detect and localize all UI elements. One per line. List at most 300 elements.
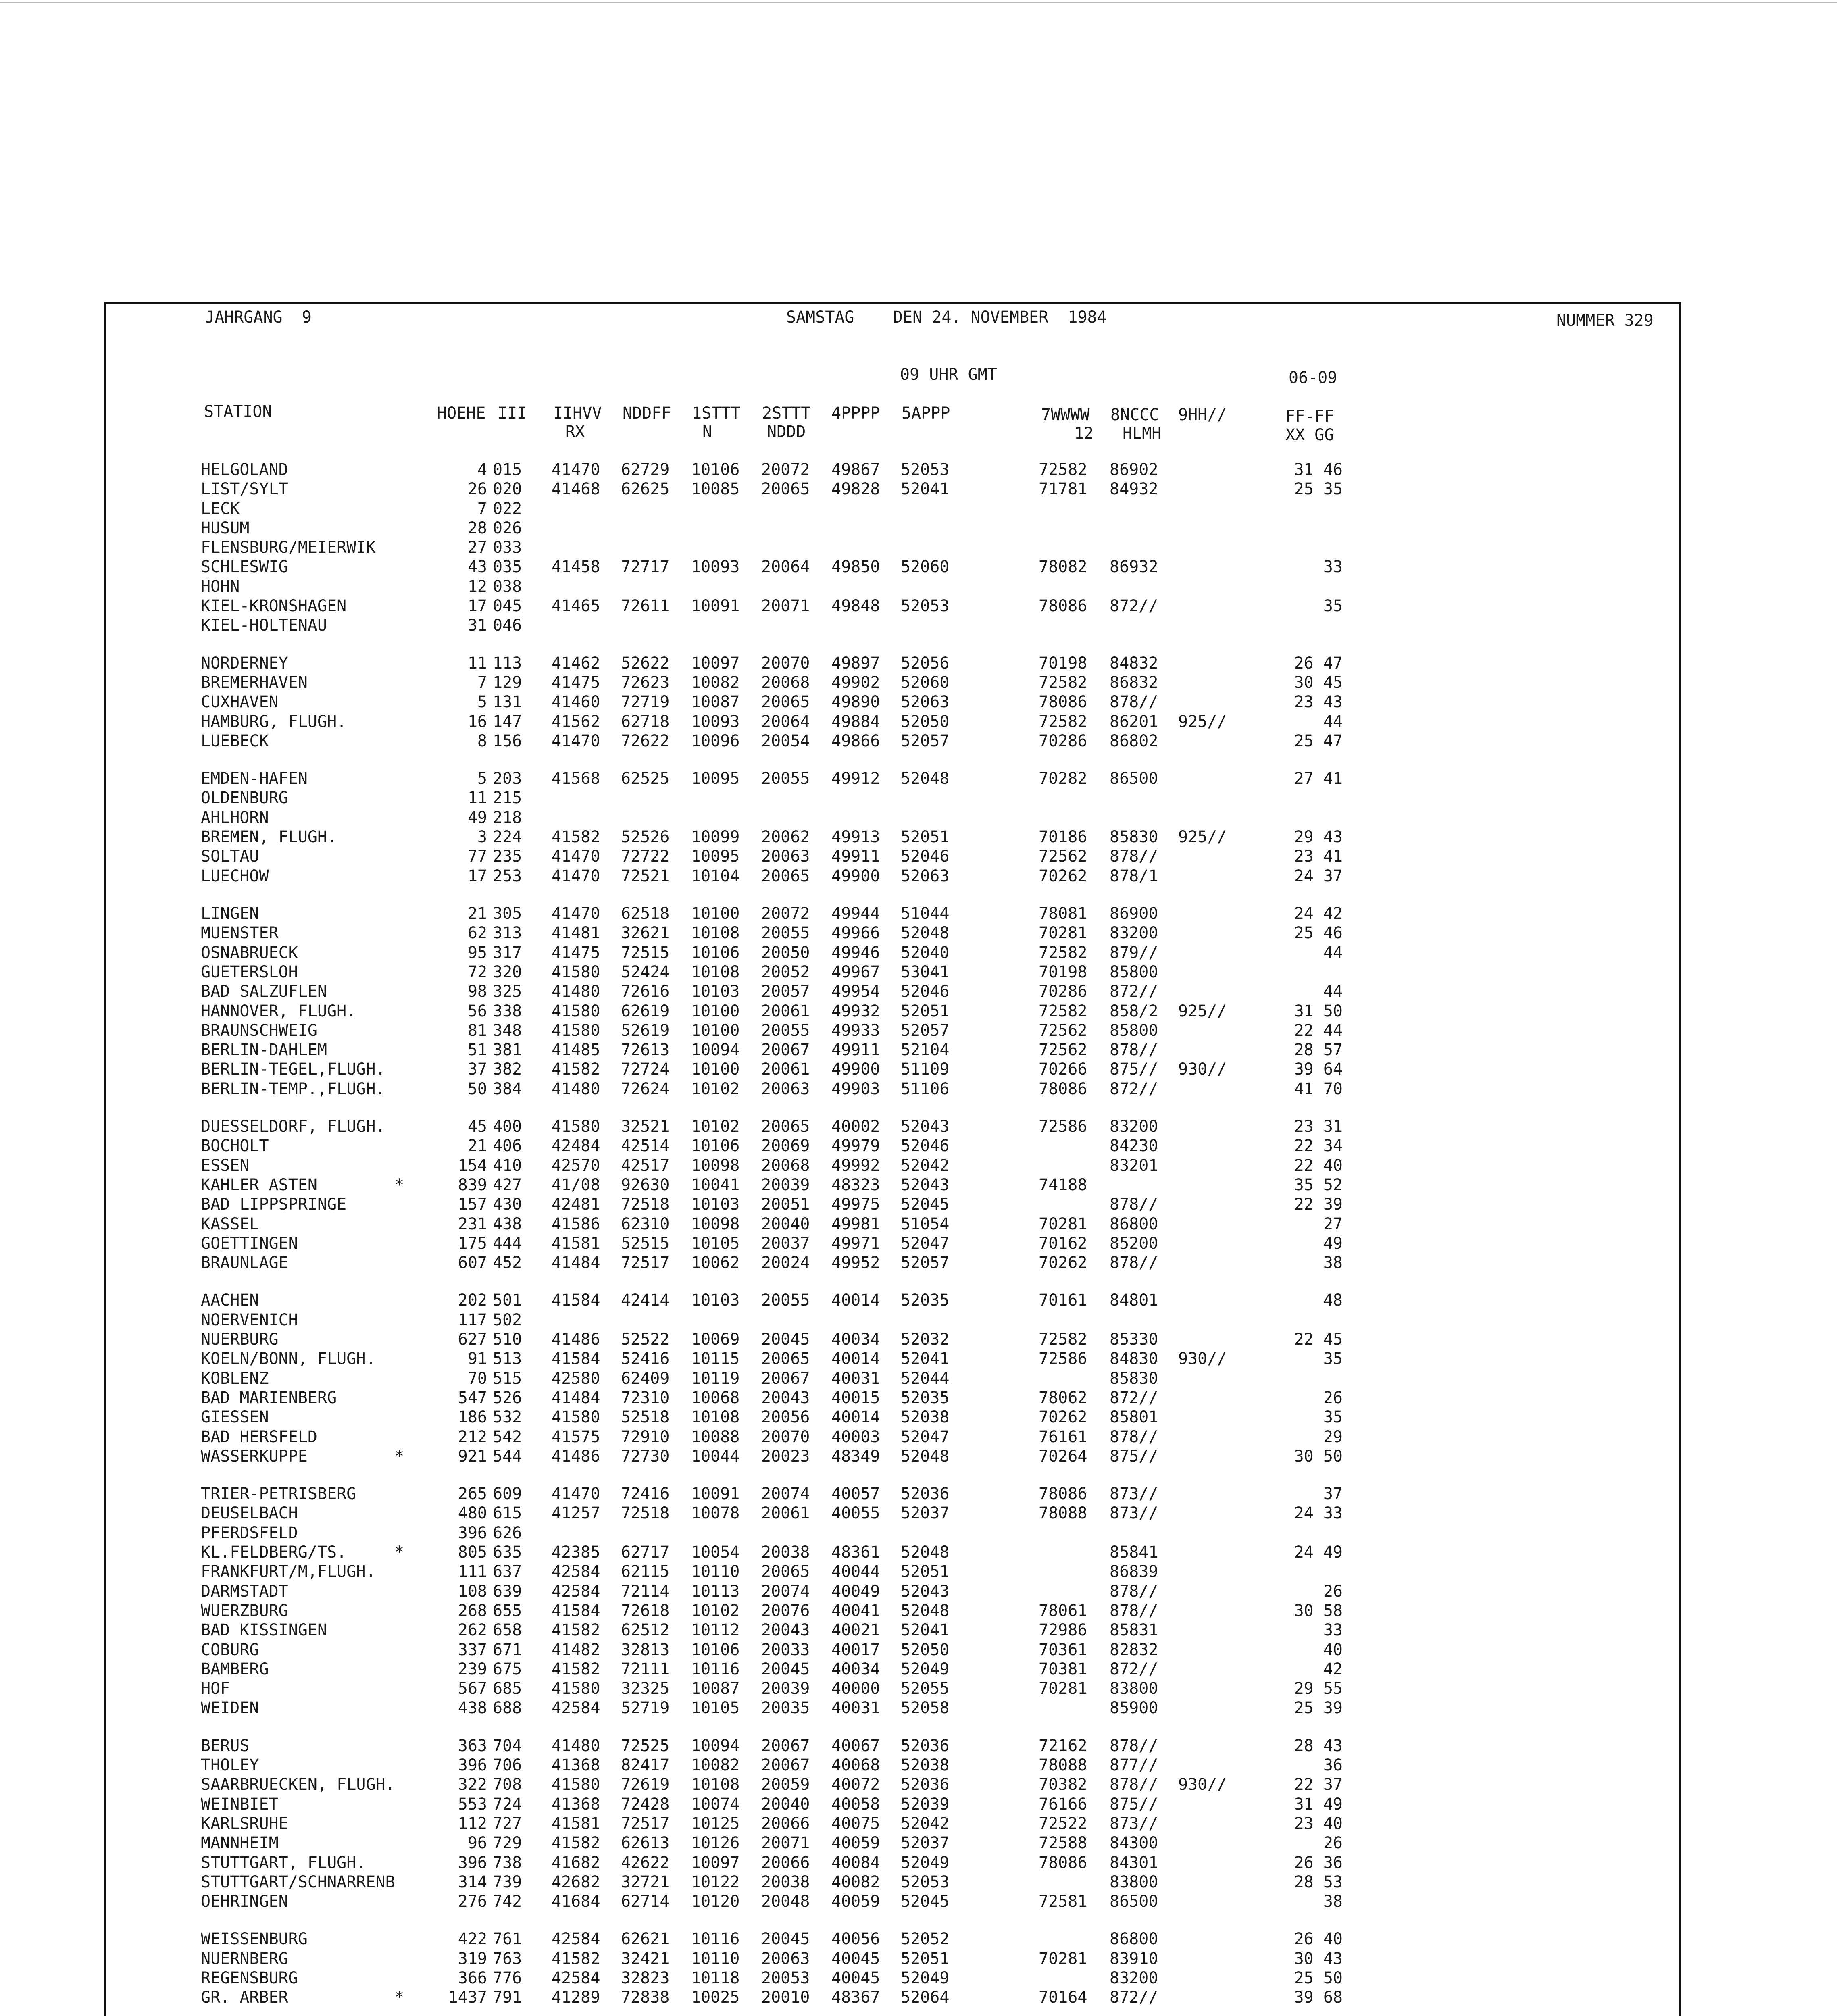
station-iii: 410 [493, 1156, 522, 1175]
group-4pppp: 49913 [831, 828, 880, 846]
station-name: BAD MARIENBERG [201, 1389, 337, 1407]
group-8nccc: 878// [1110, 1602, 1158, 1620]
gust-ff: 30 50 [1294, 1447, 1343, 1466]
group-7wwww: 70161 [1039, 1291, 1087, 1310]
group-iihvv: 41368 [552, 1795, 600, 1814]
station-name: WUERZBURG [201, 1602, 288, 1620]
group-2sttt: 20039 [761, 1679, 810, 1698]
station-iii: 675 [493, 1660, 522, 1679]
group-4pppp: 40058 [831, 1795, 880, 1814]
group-nddff: 32325 [621, 1679, 670, 1698]
group-1sttt: 10095 [691, 769, 740, 788]
group-7wwww: 70281 [1039, 924, 1087, 942]
station-iii: 218 [493, 808, 522, 827]
group-nddff: 62714 [621, 1892, 670, 1911]
station-iii: 655 [493, 1602, 522, 1620]
station-iii: 215 [493, 789, 522, 807]
hoehe: 337 [458, 1641, 487, 1659]
station-name: GR. ARBER [201, 1988, 288, 2007]
group-7wwww: 78088 [1039, 1756, 1087, 1774]
station-name: KIEL-KRONSHAGEN [201, 597, 347, 615]
gust-ff: 26 [1323, 1834, 1343, 1852]
group-1sttt: 10102 [691, 1117, 740, 1136]
gust-ff: 22 37 [1294, 1775, 1343, 1794]
group-4pppp: 49912 [831, 769, 880, 788]
station-name: DARMSTADT [201, 1582, 288, 1601]
group-iihvv: 41586 [552, 1215, 600, 1233]
group-8nccc: 872// [1110, 1988, 1158, 2007]
group-1sttt: 10106 [691, 943, 740, 962]
group-4pppp: 49900 [831, 867, 880, 885]
gust-ff: 29 43 [1294, 828, 1343, 846]
gust-ff: 41 70 [1294, 1080, 1343, 1098]
group-5appp: 52041 [901, 1621, 950, 1639]
col-2sttt: 2STTT [762, 404, 811, 423]
group-8nccc: 878/1 [1110, 867, 1158, 885]
group-iihvv: 42481 [552, 1195, 600, 1214]
hoehe: 49 [467, 808, 487, 827]
group-2sttt: 20063 [761, 1949, 810, 1968]
gust-ff: 24 49 [1294, 1543, 1343, 1562]
hoehe: 16 [467, 712, 487, 731]
group-iihvv: 42584 [552, 1969, 600, 1987]
hoehe: 480 [458, 1504, 487, 1522]
group-nddff: 62525 [621, 769, 670, 788]
group-4pppp: 40014 [831, 1350, 880, 1368]
hoehe: 11 [467, 654, 487, 673]
gust-ff: 29 55 [1294, 1679, 1343, 1698]
group-8nccc: 85800 [1110, 1021, 1158, 1040]
group-2sttt: 20061 [761, 1504, 810, 1522]
group-iihvv: 41580 [552, 1775, 600, 1794]
station-name: GUETERSLOH [201, 963, 298, 981]
group-5appp: 52060 [901, 558, 950, 576]
group-4pppp: 49897 [831, 654, 880, 673]
station-name: FRANKFURT/M,FLUGH. [201, 1562, 376, 1581]
group-iihvv: 41470 [552, 847, 600, 866]
group-2sttt: 20065 [761, 693, 810, 711]
station-iii: 742 [493, 1892, 522, 1911]
group-nddff: 72838 [621, 1988, 670, 2007]
group-iihvv: 41584 [552, 1602, 600, 1620]
group-7wwww: 78081 [1039, 904, 1087, 923]
station-name: AHLHORN [201, 808, 269, 827]
group-7wwww: 78086 [1039, 1854, 1087, 1872]
group-2sttt: 20071 [761, 597, 810, 615]
group-8nccc: 873// [1110, 1504, 1158, 1522]
station-iii: 015 [493, 460, 522, 479]
group-8nccc: 84932 [1110, 480, 1158, 498]
group-8nccc: 83200 [1110, 1117, 1158, 1136]
group-5appp: 52042 [901, 1814, 950, 1833]
gust-ff: 35 [1323, 1408, 1343, 1427]
hoehe: 396 [458, 1756, 487, 1774]
group-8nccc: 83200 [1110, 924, 1158, 942]
group-nddff: 32521 [621, 1117, 670, 1136]
group-7wwww: 70198 [1039, 963, 1087, 981]
group-7wwww: 72582 [1039, 460, 1087, 479]
hoehe: 212 [458, 1428, 487, 1446]
group-nddff: 62310 [621, 1215, 670, 1233]
station-iii: 727 [493, 1814, 522, 1833]
group-1sttt: 10118 [691, 1969, 740, 1987]
group-4pppp: 40034 [831, 1330, 880, 1349]
group-2sttt: 20056 [761, 1408, 810, 1427]
group-iihvv: 41485 [552, 1041, 600, 1059]
group-9hh: 925// [1178, 1002, 1227, 1020]
station-name: BAMBERG [201, 1660, 269, 1679]
group-5appp: 52044 [901, 1369, 950, 1388]
group-1sttt: 10108 [691, 963, 740, 981]
hoehe: 438 [458, 1699, 487, 1717]
group-5appp: 51054 [901, 1215, 950, 1233]
group-nddff: 72618 [621, 1602, 670, 1620]
group-5appp: 52038 [901, 1408, 950, 1427]
group-nddff: 62621 [621, 1930, 670, 1948]
group-8nccc: 872// [1110, 1389, 1158, 1407]
group-nddff: 62619 [621, 1002, 670, 1020]
gust-ff: 30 43 [1294, 1949, 1343, 1968]
station-name: NUERNBERG [201, 1949, 288, 1968]
gust-ff: 38 [1323, 1892, 1343, 1911]
group-4pppp: 48367 [831, 1988, 880, 2007]
group-iihvv: 41582 [552, 1621, 600, 1639]
gust-ff: 37 [1323, 1485, 1343, 1503]
group-4pppp: 40067 [831, 1737, 880, 1755]
group-4pppp: 40002 [831, 1117, 880, 1136]
hoehe: 839 [458, 1176, 487, 1194]
station-name: KL.FELDBERG/TS. [201, 1543, 347, 1562]
station-name: AACHEN [201, 1291, 259, 1310]
station-name: HOHN [201, 577, 240, 596]
group-4pppp: 40034 [831, 1660, 880, 1679]
station-name: LINGEN [201, 904, 259, 923]
hoehe: 31 [467, 616, 487, 635]
group-4pppp: 49850 [831, 558, 880, 576]
group-1sttt: 10097 [691, 654, 740, 673]
station-iii: 513 [493, 1350, 522, 1368]
group-iihvv: 41460 [552, 693, 600, 711]
group-8nccc: 872// [1110, 1080, 1158, 1098]
group-1sttt: 10100 [691, 1021, 740, 1040]
hoehe: 262 [458, 1621, 487, 1639]
group-nddff: 62625 [621, 480, 670, 498]
gust-ff: 35 52 [1294, 1176, 1343, 1194]
station-iii: 724 [493, 1795, 522, 1814]
group-8nccc: 86902 [1110, 460, 1158, 479]
col-iii: III [498, 404, 527, 423]
hoehe: 56 [467, 1002, 487, 1020]
group-2sttt: 20065 [761, 1350, 810, 1368]
station-iii: 253 [493, 867, 522, 885]
group-1sttt: 10078 [691, 1504, 740, 1522]
station-iii: 515 [493, 1369, 522, 1388]
gust-ff: 49 [1323, 1234, 1343, 1253]
station-iii: 320 [493, 963, 522, 981]
col-1sttt: 1STTT [692, 404, 741, 423]
group-4pppp: 40014 [831, 1408, 880, 1427]
hoehe: 96 [467, 1834, 487, 1852]
group-nddff: 72719 [621, 693, 670, 711]
group-8nccc: 86932 [1110, 558, 1158, 576]
station-name: BERLIN-TEMP.,FLUGH. [201, 1080, 385, 1098]
group-8nccc: 873// [1110, 1485, 1158, 1503]
group-5appp: 52040 [901, 943, 950, 962]
group-7wwww: 70266 [1039, 1060, 1087, 1079]
group-2sttt: 20010 [761, 1988, 810, 2007]
gust-ff: 24 33 [1294, 1504, 1343, 1522]
group-4pppp: 40045 [831, 1949, 880, 1968]
group-iihvv: 41480 [552, 1737, 600, 1755]
group-4pppp: 40044 [831, 1562, 880, 1581]
hoehe: 396 [458, 1524, 487, 1542]
gust-ff: 28 43 [1294, 1737, 1343, 1755]
group-1sttt: 10054 [691, 1543, 740, 1562]
station-name: SAARBRUECKEN, FLUGH. [201, 1775, 395, 1794]
hoehe: 17 [467, 867, 487, 885]
group-7wwww: 70361 [1039, 1641, 1087, 1659]
group-iihvv: 41289 [552, 1988, 600, 2007]
group-4pppp: 40014 [831, 1291, 880, 1310]
observation-time: 09 UHR GMT [900, 365, 997, 384]
station-iii: 325 [493, 982, 522, 1001]
group-8nccc: 875// [1110, 1795, 1158, 1814]
station-iii: 738 [493, 1854, 522, 1872]
group-4pppp: 49971 [831, 1234, 880, 1253]
group-iihvv: 41575 [552, 1428, 600, 1446]
group-4pppp: 49890 [831, 693, 880, 711]
station-iii: 317 [493, 943, 522, 962]
hoehe: 157 [458, 1195, 487, 1214]
group-iihvv: 41562 [552, 712, 600, 731]
hoehe: 91 [467, 1350, 487, 1368]
group-1sttt: 10082 [691, 673, 740, 692]
group-5appp: 52064 [901, 1988, 950, 2007]
group-8nccc: 85800 [1110, 963, 1158, 981]
group-4pppp: 49992 [831, 1156, 880, 1175]
gust-ff: 26 [1323, 1389, 1343, 1407]
station-name: LIST/SYLT [201, 480, 288, 498]
group-iihvv: 41470 [552, 732, 600, 750]
group-4pppp: 49884 [831, 712, 880, 731]
group-5appp: 52043 [901, 1117, 950, 1136]
hoehe: 5 [477, 769, 487, 788]
group-nddff: 52416 [621, 1350, 670, 1368]
group-2sttt: 20067 [761, 1756, 810, 1774]
station-name: WEIDEN [201, 1699, 259, 1717]
station-iii: 739 [493, 1873, 522, 1891]
group-iihvv: 41484 [552, 1389, 600, 1407]
group-8nccc: 858/2 [1110, 1002, 1158, 1020]
group-8nccc: 85841 [1110, 1543, 1158, 1562]
station-name: NOERVENICH [201, 1311, 298, 1329]
group-4pppp: 49911 [831, 847, 880, 866]
group-nddff: 72616 [621, 982, 670, 1001]
group-iihvv: 41580 [552, 1117, 600, 1136]
group-1sttt: 10068 [691, 1389, 740, 1407]
station-name: BREMERHAVEN [201, 673, 308, 692]
group-1sttt: 10094 [691, 1737, 740, 1755]
group-5appp: 52047 [901, 1428, 950, 1446]
group-7wwww: 72582 [1039, 1330, 1087, 1349]
group-2sttt: 20067 [761, 1369, 810, 1388]
mountain-marker: * [394, 1447, 404, 1466]
group-nddff: 62115 [621, 1562, 670, 1581]
group-7wwww: 78062 [1039, 1389, 1087, 1407]
group-2sttt: 20062 [761, 828, 810, 846]
station-iii: 045 [493, 597, 522, 615]
group-7wwww: 78086 [1039, 693, 1087, 711]
group-7wwww: 70262 [1039, 1408, 1087, 1427]
station-iii: 532 [493, 1408, 522, 1427]
group-1sttt: 10096 [691, 732, 740, 750]
group-1sttt: 10104 [691, 867, 740, 885]
group-2sttt: 20057 [761, 982, 810, 1001]
group-4pppp: 49866 [831, 732, 880, 750]
group-8nccc: 85830 [1110, 1369, 1158, 1388]
group-2sttt: 20076 [761, 1602, 810, 1620]
group-4pppp: 49946 [831, 943, 880, 962]
group-4pppp: 40045 [831, 1969, 880, 1987]
station-name: BRAUNLAGE [201, 1254, 288, 1272]
group-iihvv: 41468 [552, 480, 600, 498]
group-iihvv: 41582 [552, 1834, 600, 1852]
col-ff-sub: XX GG [1285, 426, 1334, 444]
group-iihvv: 41581 [552, 1814, 600, 1833]
hoehe: 276 [458, 1892, 487, 1911]
group-5appp: 52035 [901, 1291, 950, 1310]
group-8nccc: 83910 [1110, 1949, 1158, 1968]
group-8nccc: 86900 [1110, 904, 1158, 923]
gust-ff: 38 [1323, 1254, 1343, 1272]
group-1sttt: 10088 [691, 1428, 740, 1446]
group-4pppp: 49944 [831, 904, 880, 923]
group-8nccc: 872// [1110, 597, 1158, 615]
hoehe: 112 [458, 1814, 487, 1833]
gust-ff: 25 50 [1294, 1969, 1343, 1987]
gust-ff: 31 49 [1294, 1795, 1343, 1814]
gust-ff: 29 [1323, 1428, 1343, 1446]
group-8nccc: 86802 [1110, 732, 1158, 750]
group-5appp: 52048 [901, 1543, 950, 1562]
station-name: THOLEY [201, 1756, 259, 1774]
group-9hh: 930// [1178, 1775, 1227, 1794]
group-iihvv: 41584 [552, 1350, 600, 1368]
group-5appp: 51106 [901, 1080, 950, 1098]
group-5appp: 52045 [901, 1892, 950, 1911]
hoehe: 28 [467, 519, 487, 537]
station-iii: 400 [493, 1117, 522, 1136]
group-5appp: 52051 [901, 828, 950, 846]
group-2sttt: 20064 [761, 712, 810, 731]
hoehe: 21 [467, 904, 487, 923]
group-5appp: 52037 [901, 1834, 950, 1852]
station-name: SCHLESWIG [201, 558, 288, 576]
group-iihvv: 41584 [552, 1291, 600, 1310]
station-name: BREMEN, FLUGH. [201, 828, 337, 846]
group-5appp: 52051 [901, 1002, 950, 1020]
group-1sttt: 10098 [691, 1156, 740, 1175]
hoehe: 43 [467, 558, 487, 576]
group-4pppp: 48323 [831, 1176, 880, 1194]
group-1sttt: 10069 [691, 1330, 740, 1349]
hoehe: 422 [458, 1930, 487, 1948]
group-nddff: 62409 [621, 1369, 670, 1388]
group-nddff: 42622 [621, 1854, 670, 1872]
station-iii: 348 [493, 1021, 522, 1040]
group-4pppp: 49900 [831, 1060, 880, 1079]
station-iii: 791 [493, 1988, 522, 2007]
group-nddff: 62518 [621, 904, 670, 923]
group-5appp: 52063 [901, 867, 950, 885]
group-iihvv: 41581 [552, 1234, 600, 1253]
group-7wwww: 72582 [1039, 943, 1087, 962]
group-2sttt: 20069 [761, 1137, 810, 1155]
group-8nccc: 873// [1110, 1814, 1158, 1833]
group-7wwww: 70282 [1039, 769, 1087, 788]
group-8nccc: 878// [1110, 1254, 1158, 1272]
group-8nccc: 84301 [1110, 1854, 1158, 1872]
group-5appp: 52056 [901, 654, 950, 673]
group-4pppp: 40031 [831, 1369, 880, 1388]
group-4pppp: 40059 [831, 1892, 880, 1911]
group-8nccc: 878// [1110, 1041, 1158, 1059]
station-name: MANNHEIM [201, 1834, 279, 1852]
group-nddff: 72622 [621, 732, 670, 750]
group-5appp: 52048 [901, 1447, 950, 1466]
group-7wwww: 70281 [1039, 1679, 1087, 1698]
gust-ff: 24 42 [1294, 904, 1343, 923]
station-name: OSNABRUECK [201, 943, 298, 962]
group-1sttt: 10110 [691, 1949, 740, 1968]
gust-ff: 31 46 [1294, 460, 1343, 479]
group-nddff: 72517 [621, 1814, 670, 1833]
group-iihvv: 41484 [552, 1254, 600, 1272]
hoehe: 805 [458, 1543, 487, 1562]
group-iihvv: 41486 [552, 1447, 600, 1466]
gust-ff: 26 36 [1294, 1854, 1343, 1872]
group-7wwww: 72522 [1039, 1814, 1087, 1833]
group-nddff: 72518 [621, 1195, 670, 1214]
station-name: CUXHAVEN [201, 693, 279, 711]
station-iii: 658 [493, 1621, 522, 1639]
col-8nccc-sub: HLMH [1123, 424, 1162, 443]
group-7wwww: 78086 [1039, 1485, 1087, 1503]
col-1sttt-sub: N [702, 423, 712, 441]
group-1sttt: 10102 [691, 1080, 740, 1098]
group-2sttt: 20064 [761, 558, 810, 576]
group-5appp: 52036 [901, 1775, 950, 1794]
group-2sttt: 20068 [761, 1156, 810, 1175]
group-9hh: 925// [1178, 712, 1227, 731]
group-8nccc: 86201 [1110, 712, 1158, 731]
station-iii: 708 [493, 1775, 522, 1794]
group-2sttt: 20039 [761, 1176, 810, 1194]
group-nddff: 52719 [621, 1699, 670, 1717]
station-iii: 129 [493, 673, 522, 692]
gust-ff: 25 46 [1294, 924, 1343, 942]
station-name: BAD SALZUFLEN [201, 982, 327, 1001]
group-5appp: 52049 [901, 1854, 950, 1872]
group-8nccc: 83200 [1110, 1969, 1158, 1987]
group-iihvv: 41462 [552, 654, 600, 673]
station-iii: 438 [493, 1215, 522, 1233]
group-2sttt: 20045 [761, 1330, 810, 1349]
group-2sttt: 20074 [761, 1485, 810, 1503]
group-7wwww: 76161 [1039, 1428, 1087, 1446]
hoehe: 265 [458, 1485, 487, 1503]
station-iii: 502 [493, 1311, 522, 1329]
